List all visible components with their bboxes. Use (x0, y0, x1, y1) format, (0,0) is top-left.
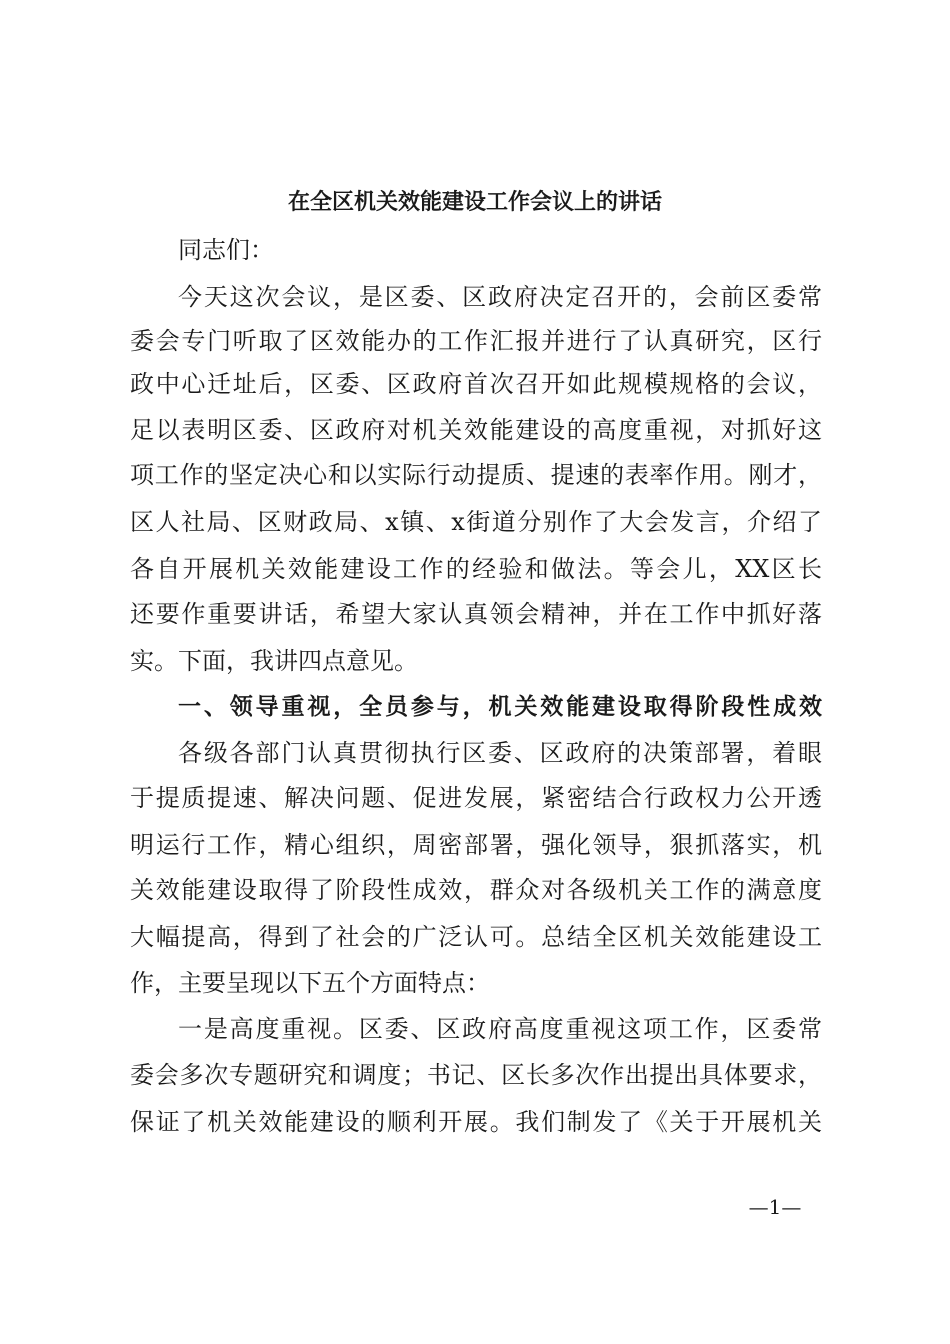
paragraph-line: 作，主要呈现以下五个方面特点： (130, 969, 490, 997)
paragraph-line: 委会多次专题研究和调度；书记、区长多次作出提出具体要求， (130, 1061, 822, 1089)
paragraph-line: 项工作的坚定决心和以实际行动提质、提速的表率作用。刚才， (130, 461, 822, 489)
paragraph-line: 明运行工作，精心组织，周密部署，强化领导，狠抓落实，机 (130, 831, 822, 859)
paragraph-line: 足以表明区委、区政府对机关效能建设的高度重视，对抓好这 (130, 416, 822, 444)
paragraph-line: 关效能建设取得了阶段性成效，群众对各级机关工作的满意度 (130, 876, 822, 904)
paragraph-line: 实。下面，我讲四点意见。 (130, 647, 418, 675)
salutation: 同志们： (178, 236, 274, 264)
paragraph-line: 委会专门听取了区效能办的工作汇报并进行了认真研究，区行 (130, 327, 822, 355)
page-number: —1— (748, 1195, 802, 1219)
paragraph-line: 一是高度重视。区委、区政府高度重视这项工作，区委常 (178, 1015, 822, 1043)
document-title: 在全区机关效能建设工作会议上的讲话 (287, 189, 662, 215)
paragraph-line: 政中心迁址后，区委、区政府首次召开如此规模规格的会议， (130, 370, 822, 398)
paragraph-line: 保证了机关效能建设的顺利开展。我们制发了《关于开展机关 (130, 1108, 822, 1136)
paragraph-line: 今天这次会议，是区委、区政府决定召开的，会前区委常 (178, 283, 822, 311)
paragraph-line: 各级各部门认真贯彻执行区委、区政府的决策部署，着眼 (178, 739, 822, 767)
paragraph-line: 各自开展机关效能建设工作的经验和做法。等会儿，XX区长 (130, 555, 822, 583)
section-heading: 一、领导重视，全员参与，机关效能建设取得阶段性成效 (178, 694, 822, 720)
paragraph-line: 还要作重要讲话，希望大家认真领会精神，并在工作中抓好落 (130, 600, 822, 628)
paragraph-line: 于提质提速、解决问题、促进发展，紧密结合行政权力公开透 (130, 784, 822, 812)
paragraph-line: 大幅提高，得到了社会的广泛认可。总结全区机关效能建设工 (130, 923, 822, 951)
paragraph-line: 区人社局、区财政局、x镇、x街道分别作了大会发言，介绍了 (130, 508, 822, 536)
